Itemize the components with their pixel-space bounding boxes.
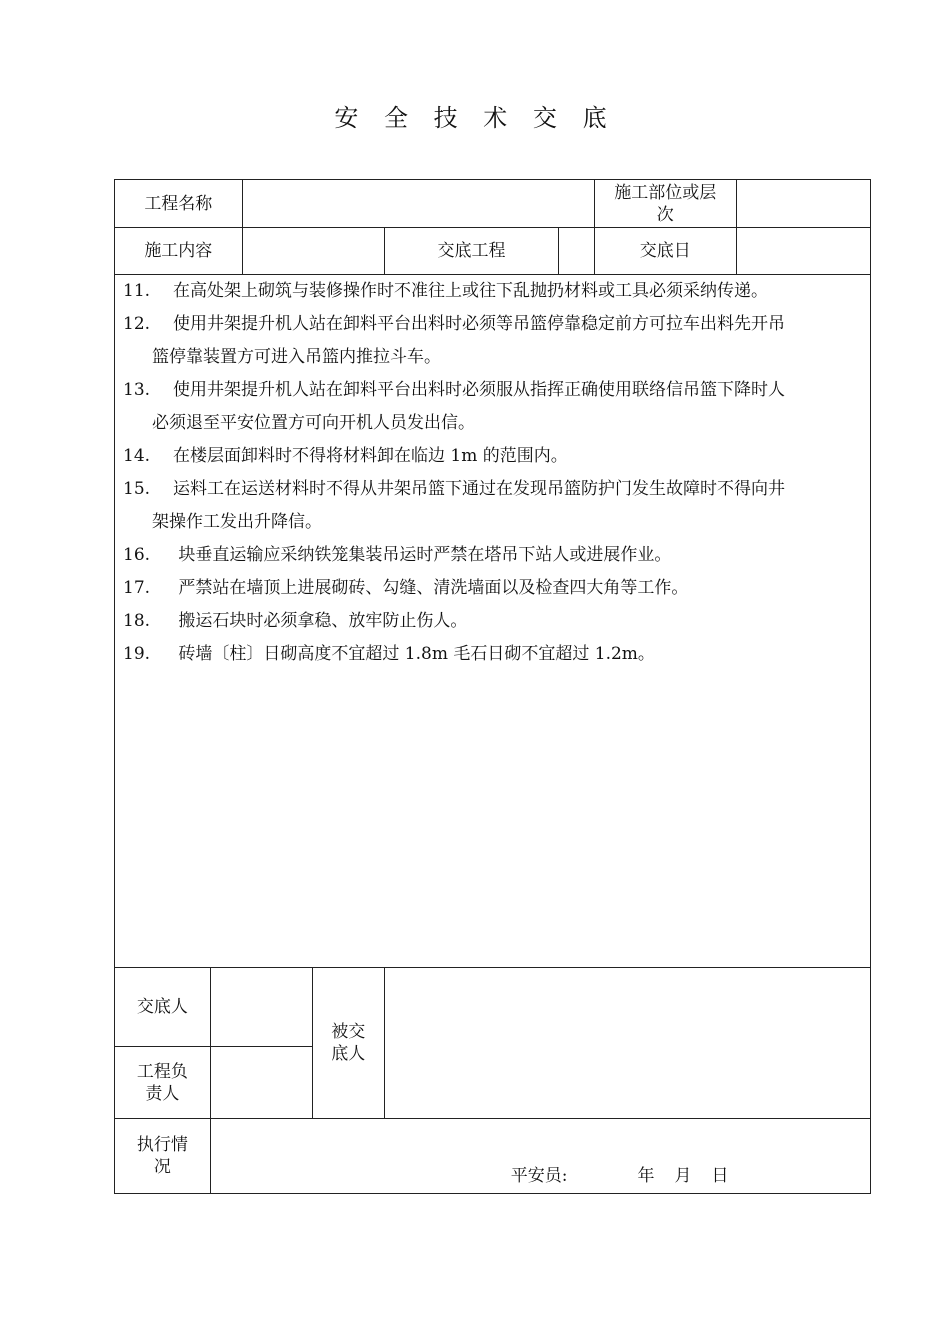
item-text: 搬运石块时必须拿稳、放牢防止伤人。 — [173, 611, 468, 631]
project-name-field[interactable] — [242, 180, 594, 228]
item-text: 砖墙〔柱〕日砌高度不宜超过 1.8m 毛石日砌不宜超过 1.2m。 — [173, 644, 655, 664]
briefer-label: 交底人 — [115, 968, 211, 1047]
list-item — [115, 572, 870, 605]
project-lead-field[interactable] — [210, 1047, 312, 1119]
item-text: 使用井架提升机人站在卸料平台出料时必须等吊篮停靠稳定前方可拉车出料先开吊 — [173, 314, 785, 334]
item-text-continued: 必须退至平安位置方可向开机人员发出信。 — [152, 413, 475, 433]
briefing-content-cell — [115, 275, 871, 968]
item-text: 运料工在运送材料时不得从井架吊篮下通过在发现吊篮防护门发生故障时不得向井 — [173, 479, 785, 499]
briefing-project-label: 交底工程 — [384, 228, 559, 275]
list-item — [115, 275, 870, 308]
item-number: 11. — [123, 281, 151, 301]
briefing-items-list — [115, 275, 870, 671]
briefer-field[interactable] — [210, 968, 312, 1047]
item-number: 14. — [123, 446, 151, 466]
list-item — [115, 440, 870, 473]
signature-line — [511, 1165, 729, 1187]
briefing-project-field[interactable] — [559, 228, 594, 275]
briefing-date-field[interactable] — [736, 228, 870, 275]
year-label: 年 — [637, 1166, 655, 1186]
item-text: 块垂直运输应采纳铁笼集装吊运时严禁在塔吊下站人或进展作业。 — [173, 545, 672, 565]
item-text: 在楼层面卸料时不得将材料卸在临边 1m 的范围内。 — [173, 446, 568, 466]
item-number: 19. — [123, 644, 151, 664]
list-item — [115, 374, 870, 440]
item-text: 使用井架提升机人站在卸料平台出料时必须服从指挥正确使用联络信吊篮下降时人 — [173, 380, 785, 400]
recipient-field[interactable] — [384, 968, 870, 1119]
item-text: 严禁站在墙顶上进展砌砖、勾缝、清洗墙面以及检查四大角等工作。 — [173, 578, 689, 598]
content-field[interactable] — [242, 228, 384, 275]
list-item — [115, 605, 870, 638]
month-label: 月 — [674, 1166, 692, 1186]
list-item — [115, 539, 870, 572]
item-number: 17. — [123, 578, 151, 598]
location-field[interactable] — [736, 180, 870, 228]
day-label: 日 — [711, 1166, 729, 1186]
list-item — [115, 638, 870, 671]
location-label: 施工部位或层次 — [594, 180, 736, 228]
execution-field[interactable] — [210, 1119, 870, 1194]
content-label: 施工内容 — [115, 228, 243, 275]
item-number: 12. — [123, 314, 151, 334]
recipient-label: 被交底人 — [313, 968, 385, 1119]
item-text-continued: 篮停靠装置方可进入吊篮内推拉斗车。 — [152, 347, 441, 367]
project-lead-label: 工程负责人 — [115, 1047, 211, 1119]
document-title: 安 全 技 术 交 底 — [334, 104, 616, 132]
item-number: 18. — [123, 611, 151, 631]
item-text-continued: 架操作工发出升降信。 — [152, 512, 322, 532]
safety-officer-label: 平安员: — [510, 1166, 568, 1186]
item-number: 13. — [123, 380, 151, 400]
project-name-label: 工程名称 — [115, 180, 243, 228]
briefing-date-label: 交底日 — [594, 228, 736, 275]
briefing-form-table — [114, 179, 871, 1194]
list-item — [115, 473, 870, 539]
execution-label: 执行情况 — [115, 1119, 211, 1194]
item-number: 15. — [123, 479, 151, 499]
list-item — [115, 308, 870, 374]
item-text: 在高处架上砌筑与装修操作时不准往上或往下乱抛扔材料或工具必须采纳传递。 — [173, 281, 768, 301]
item-number: 16. — [123, 545, 151, 565]
